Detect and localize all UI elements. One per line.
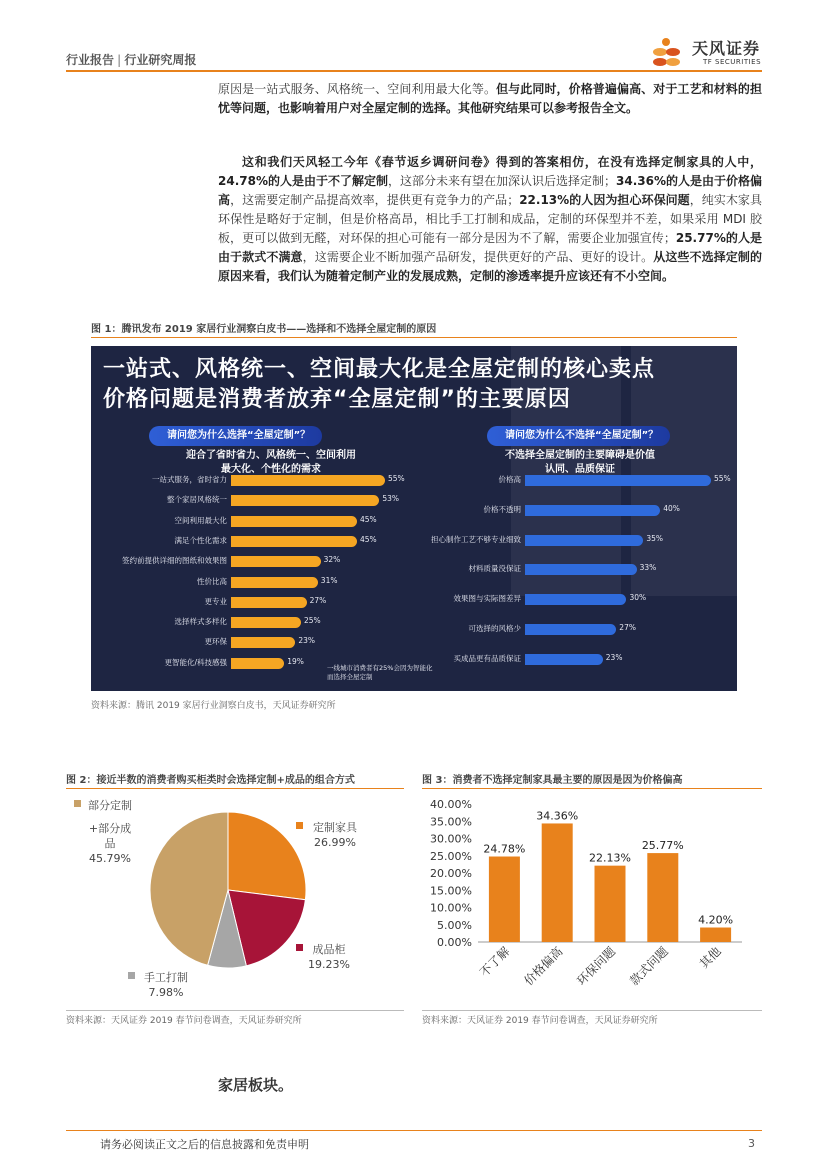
right-chart-value: 30% <box>629 593 647 603</box>
left-chart-bar <box>231 475 385 486</box>
right-question-pill: 请问您为什么不选择“全屋定制”？ <box>487 426 670 446</box>
bar-value-label: 4.20% <box>698 913 734 927</box>
figure3-source: 资料来源：天风证券 2019 春节问卷调查，天风证券研究所 <box>422 1016 658 1026</box>
bar-chart-fig3 <box>422 792 762 1010</box>
legend-mix-line1: 部分定制 <box>88 799 132 812</box>
left-chart-label: 一站式服务，省时省力 <box>152 475 227 484</box>
legend-custom-line2: 26.99% <box>314 836 356 849</box>
left-chart-value: 45% <box>360 534 377 544</box>
left-chart-label: 整个家居风格统一 <box>167 495 227 505</box>
legend-mix <box>66 798 154 866</box>
left-chart-value: 53% <box>382 494 400 504</box>
y-tick-label: 35.00% <box>430 815 472 829</box>
p2-s6: ，纯实木家具环保性是略好于定制，但是价格高昂，相比手工打制和成品，定制的环保型并不差，如果采用 MDI 胶板，更可以做到无醛，对环保的担心可能有一部分是因为不了解，需要企业加强宣传； <box>218 193 762 245</box>
right-chart-value: 55% <box>714 474 731 483</box>
p2-s1: 这和我们天风轻工今年《春节返乡调研问卷》得到的答案相仿，在没有选择定制家具的人中，24.78%的人是由于不了解定制 <box>218 155 762 188</box>
legend-hand <box>126 970 206 1000</box>
right-chart-bar <box>525 654 603 665</box>
right-chart-label: 材料质量没保证 <box>468 564 521 574</box>
bar-value-label: 24.78% <box>483 842 526 856</box>
logo-text: 天风证券 <box>692 39 761 58</box>
right-chart-label: 担心制作工艺不够专业细致 <box>431 534 521 544</box>
figure1-infographic <box>91 346 737 691</box>
left-chart-label: 选择样式多样化 <box>174 617 227 627</box>
footer-divider <box>66 1130 762 1131</box>
header-divider <box>66 70 762 72</box>
right-chart-label: 价格高 <box>498 475 521 484</box>
x-category-label: 环保问题 <box>574 944 619 989</box>
figure3-rule <box>422 788 762 789</box>
p1-bold: 但与此同时，价格普遍偏高、对于工艺和材料的担忧等问题，也影响着用户对全屋定制的选择。其他研究结果可以参考报告全文。 <box>218 82 762 115</box>
y-tick-label: 30.00% <box>430 832 472 846</box>
legend-custom <box>296 820 374 850</box>
legend-mix-line3: 品 <box>104 837 116 850</box>
right-chart-bar <box>525 475 711 486</box>
p2-s5: 22.13%的人因为担心环保问题 <box>519 193 690 207</box>
bar <box>542 823 573 942</box>
legend-hand-line1: 手工打制 <box>144 971 188 984</box>
p2-s9: 从这些不选择定制的原因来看，我们认为随着定制产业的发展成熟，定制的渗透率提升应该还有不小空间。 <box>218 250 762 283</box>
bar-value-label: 22.13% <box>589 851 631 865</box>
right-chart-value: 40% <box>663 503 680 513</box>
legend-mix-line2: +部分成 <box>88 822 132 835</box>
figure1-rule <box>91 337 737 338</box>
right-chart-label: 买成品更有品质保证 <box>453 653 521 663</box>
left-chart-label: 性价比高 <box>197 576 227 586</box>
right-subtitle: 不选择全屋定制的主要障碍是价值认同、品质保证 <box>505 450 655 475</box>
left-chart-bar <box>231 516 357 527</box>
right-chart-label: 价格不透明 <box>483 504 521 514</box>
y-tick-label: 25.00% <box>430 849 472 863</box>
legend-cabinet-line2: 19.23% <box>308 958 350 971</box>
y-tick-label: 10.00% <box>430 901 472 915</box>
left-chart-label: 满足个性化需求 <box>174 535 227 545</box>
right-chart-label: 效果图与实际图差异 <box>453 594 521 604</box>
bar <box>595 866 626 942</box>
x-category-label: 不了解 <box>477 944 513 980</box>
left-chart-value: 31% <box>320 575 338 585</box>
y-tick-label: 15.00% <box>430 884 472 898</box>
left-chart-bar <box>231 577 318 588</box>
pie-slice <box>228 812 306 900</box>
left-chart-bar <box>231 536 357 547</box>
left-chart-value: 45% <box>360 514 377 524</box>
bar <box>489 857 520 942</box>
left-chart-value: 19% <box>287 656 304 666</box>
breadcrumb-separator: | <box>117 53 122 67</box>
left-chart-label: 空间利用最大化 <box>174 515 227 525</box>
left-chart-value: 25% <box>304 616 321 626</box>
legend-cabinet-line1: 成品柜 <box>312 943 346 956</box>
left-chart-label: 更专业 <box>204 596 227 606</box>
section-heading: 家居板块。 <box>218 1076 294 1094</box>
left-chart-bar <box>231 658 284 669</box>
x-category-label: 价格偏高 <box>521 944 566 989</box>
logo-subtext: TF SECURITIES <box>703 58 762 66</box>
page-number: 3 <box>748 1137 755 1150</box>
p2-s2: ，这部分未来有望在加深认识后选择定制； <box>388 174 617 188</box>
paragraph-2 <box>218 153 762 286</box>
figure3-caption: 图 3：消费者不选择定制家具最主要的原因是因为价格偏高 <box>422 775 683 786</box>
legend-custom-line1: 定制家具 <box>313 821 357 834</box>
legend-swatch-mix <box>74 800 81 807</box>
right-chart-bar <box>525 535 643 546</box>
x-category-label: 其他 <box>696 944 724 972</box>
figure3-bottom-rule <box>422 1010 762 1011</box>
right-chart-value: 35% <box>646 533 664 543</box>
footer-disclaimer: 请务必阅读正文之后的信息披露和免责申明 <box>100 1138 309 1151</box>
breadcrumb-section: 行业报告 <box>66 53 115 67</box>
legend-cabinet <box>296 942 362 972</box>
figure1-source: 资料来源：腾讯 2019 家居行业洞察白皮书，天风证券研究所 <box>91 701 336 711</box>
left-chart-bar <box>231 637 295 648</box>
figure1-caption: 图 1：腾讯发布 2019 家居行业洞察白皮书——选择和不选择全屋定制的原因 <box>91 324 437 335</box>
left-question-pill: 请问您为什么选择“全屋定制”？ <box>149 426 322 446</box>
left-chart-value: 23% <box>298 636 316 646</box>
figure2-source: 资料来源：天风证券 2019 春节问卷调查，天风证券研究所 <box>66 1016 302 1026</box>
y-tick-label: 5.00% <box>437 918 472 932</box>
right-chart-label: 可选择的风格少 <box>468 624 521 633</box>
paragraph-1 <box>218 80 762 118</box>
bar <box>700 928 731 942</box>
legend-mix-line4: 45.79% <box>89 852 131 865</box>
banner-note: 一线城市消费者有25%会因为智能化而选择全屋定制 <box>327 664 433 681</box>
bar-value-label: 25.77% <box>641 839 684 853</box>
p2-s4: ，这需要定制产品提高效率，提供更有竞争力的产品； <box>230 193 520 207</box>
bar <box>647 853 678 942</box>
p2-s3: 34.36%的人是由于价格偏高 <box>218 174 763 207</box>
left-chart-bar <box>231 556 321 567</box>
figure2-caption: 图 2：接近半数的消费者购买柜类时会选择定制+成品的组合方式 <box>66 775 355 786</box>
left-chart-bar <box>231 495 379 506</box>
x-category-label: 款式问题 <box>627 944 671 989</box>
right-chart-value: 23% <box>605 652 623 662</box>
legend-hand-line2: 7.98% <box>148 986 184 999</box>
left-chart-value: 55% <box>388 474 405 483</box>
right-chart-value: 33% <box>639 563 657 573</box>
y-tick-label: 20.00% <box>430 867 472 880</box>
p2-s8: ，这需要企业不断加强产品研发，提供更好的产品、更好的设计。 <box>302 250 654 264</box>
left-chart-bar <box>231 597 307 608</box>
y-tick-label: 0.00% <box>437 936 472 949</box>
bar-value-label: 34.36% <box>536 809 579 823</box>
legend-swatch-hand <box>128 972 135 979</box>
left-chart-value: 27% <box>309 595 327 605</box>
y-tick-label: 40.00% <box>430 798 472 811</box>
right-chart-bar <box>525 594 626 605</box>
left-chart-label: 签约前提供详细的图纸和效果图 <box>122 556 227 566</box>
left-chart-label: 更环保 <box>204 637 227 647</box>
right-chart-bar <box>525 564 637 575</box>
left-chart-label: 更智能化/科技感强 <box>164 657 227 667</box>
banner-title-2: 价格问题是消费者放弃“全屋定制”的主要原因 <box>103 387 571 412</box>
left-chart-bar <box>231 617 301 628</box>
figure2-rule <box>66 788 404 789</box>
right-chart-value: 27% <box>619 623 636 632</box>
figure2-bottom-rule <box>66 1010 404 1011</box>
right-chart-bar <box>525 505 660 516</box>
breadcrumb-subsection: 行业研究周报 <box>124 53 197 67</box>
legend-swatch-cabinet <box>296 944 303 951</box>
p2-s7: 25.77%的人是由于款式不满意 <box>218 231 762 264</box>
right-chart-bar <box>525 624 616 635</box>
legend-swatch-custom <box>296 822 303 829</box>
left-chart-value: 32% <box>323 555 341 565</box>
banner-title-1: 一站式、风格统一、空间最大化是全屋定制的核心卖点 <box>103 357 656 382</box>
p1-plain: 原因是一站式服务、风格统一、空间利用最大化等。 <box>218 82 497 96</box>
breadcrumb <box>66 51 196 68</box>
left-subtitle: 迎合了省时省力、风格统一、空间利用最大化、个性化的需求 <box>186 450 356 475</box>
